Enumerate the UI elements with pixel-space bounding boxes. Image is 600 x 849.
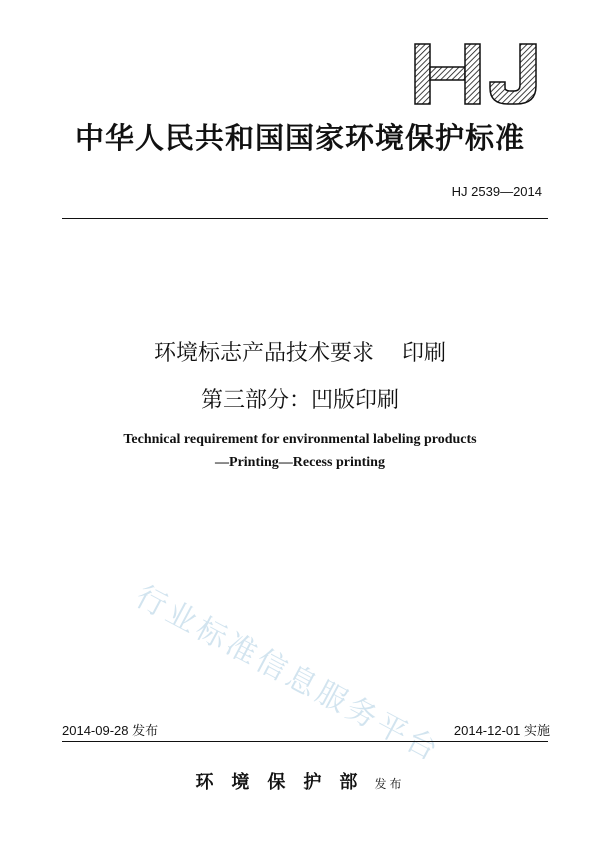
- watermark: 行业标准信息服务平台: [129, 579, 447, 770]
- standard-number: HJ 2539—2014: [451, 184, 542, 199]
- hj-logo: [410, 42, 542, 106]
- top-divider: [62, 218, 548, 219]
- publisher-suffix: 发布: [374, 777, 405, 791]
- publisher-name: 环境保护部: [195, 772, 376, 793]
- bottom-divider: [62, 741, 548, 742]
- chinese-title-line-1: 环境标志产品技术要求 印刷: [154, 341, 446, 366]
- english-title-line-2: —Printing—Recess printing: [215, 455, 385, 470]
- publisher: [0, 768, 600, 794]
- implementation-date: 2014-12-01 实施: [453, 723, 550, 738]
- chinese-title-line-2: 第三部分：凹版印刷: [200, 388, 399, 413]
- organization-title: 中华人民共和国国家环境保护标准: [74, 121, 525, 155]
- issue-date: 2014-09-28 发布: [62, 723, 159, 738]
- english-title-line-1: Technical requirement for environmental labeling products: [123, 432, 477, 447]
